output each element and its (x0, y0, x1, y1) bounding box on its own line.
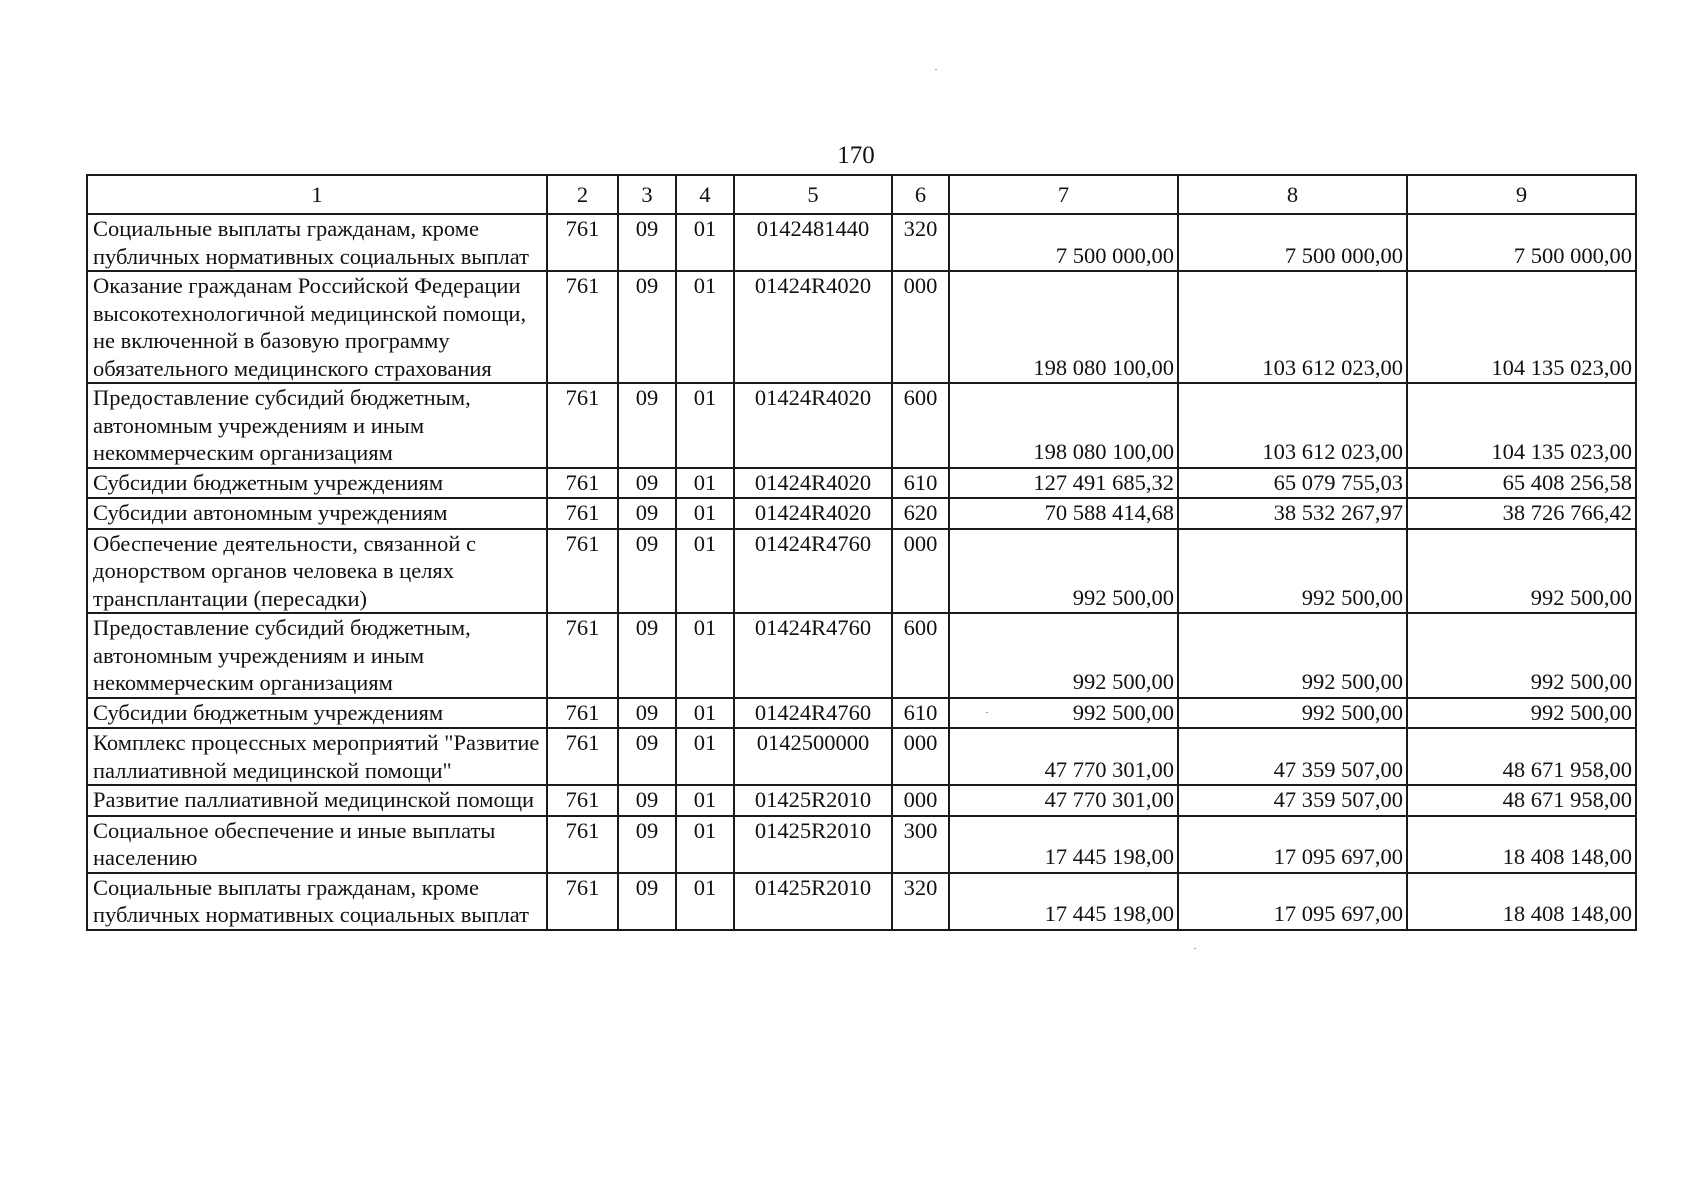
row-amount-col9: 992 500,00 (1407, 613, 1636, 698)
row-expense-type-code: 300 (892, 816, 949, 873)
row-amount-col7: 127 491 685,32 (949, 468, 1178, 499)
row-amount-col8: 17 095 697,00 (1178, 816, 1407, 873)
table-row (87, 214, 1636, 271)
row-ministry-code: 761 (547, 873, 618, 930)
row-section-code: 09 (618, 613, 676, 698)
row-amount-col8: 65 079 755,03 (1178, 468, 1407, 499)
row-amount-col9: 18 408 148,00 (1407, 816, 1636, 873)
row-amount-col8: 103 612 023,00 (1178, 383, 1407, 468)
row-target-code: 01424R4760 (734, 613, 892, 698)
row-subsection-code: 01 (676, 785, 734, 816)
row-expense-type-code: 320 (892, 214, 949, 271)
column-header-1: 1 (87, 175, 547, 214)
column-header-5: 5 (734, 175, 892, 214)
row-target-code: 01425R2010 (734, 816, 892, 873)
row-amount-col7: 47 770 301,00 (949, 785, 1178, 816)
column-header-3: 3 (618, 175, 676, 214)
row-target-code: 01424R4020 (734, 383, 892, 468)
table-row (87, 816, 1636, 873)
row-ministry-code: 761 (547, 698, 618, 729)
row-amount-col7: 198 080 100,00 (949, 271, 1178, 383)
row-amount-col9: 7 500 000,00 (1407, 214, 1636, 271)
row-section-code: 09 (618, 728, 676, 785)
row-name: Социальное обеспечение и иные выплаты населению (87, 816, 547, 873)
row-name: Предоставление субсидий бюджетным, автономным учреждениям и иным некоммерческим организациям (87, 613, 547, 698)
row-target-code: 01424R4760 (734, 529, 892, 614)
row-name: Субсидии бюджетным учреждениям (87, 698, 547, 729)
row-subsection-code: 01 (676, 529, 734, 614)
row-ministry-code: 761 (547, 529, 618, 614)
table-row (87, 698, 1636, 729)
row-amount-col7: 992 500,00 (949, 529, 1178, 614)
row-expense-type-code: 600 (892, 383, 949, 468)
row-target-code: 0142481440 (734, 214, 892, 271)
row-amount-col9: 48 671 958,00 (1407, 728, 1636, 785)
row-amount-col9: 992 500,00 (1407, 529, 1636, 614)
row-subsection-code: 01 (676, 613, 734, 698)
row-section-code: 09 (618, 816, 676, 873)
row-amount-col8: 7 500 000,00 (1178, 214, 1407, 271)
row-section-code: 09 (618, 873, 676, 930)
column-header-6: 6 (892, 175, 949, 214)
row-target-code: 01425R2010 (734, 873, 892, 930)
row-amount-col8: 47 359 507,00 (1178, 728, 1407, 785)
table-row (87, 271, 1636, 383)
row-expense-type-code: 000 (892, 728, 949, 785)
row-name: Социальные выплаты гражданам, кроме публичных нормативных социальных выплат (87, 214, 547, 271)
row-amount-col7: 17 445 198,00 (949, 873, 1178, 930)
row-expense-type-code: 620 (892, 498, 949, 529)
row-expense-type-code: 000 (892, 271, 949, 383)
row-amount-col9: 104 135 023,00 (1407, 271, 1636, 383)
row-ministry-code: 761 (547, 728, 618, 785)
scan-speck (935, 69, 937, 70)
row-amount-col8: 103 612 023,00 (1178, 271, 1407, 383)
row-subsection-code: 01 (676, 468, 734, 499)
row-amount-col7: 992 500,00 (949, 613, 1178, 698)
row-amount-col9: 48 671 958,00 (1407, 785, 1636, 816)
row-expense-type-code: 610 (892, 468, 949, 499)
row-name: Обеспечение деятельности, связанной с донорством органов человека в целях трансплантации (пересадки) (87, 529, 547, 614)
row-section-code: 09 (618, 468, 676, 499)
row-amount-col7: 992 500,00 (949, 698, 1178, 729)
row-ministry-code: 761 (547, 271, 618, 383)
table-row (87, 529, 1636, 614)
row-name: Субсидии бюджетным учреждениям (87, 468, 547, 499)
scan-speck (1194, 948, 1196, 949)
row-subsection-code: 01 (676, 271, 734, 383)
row-amount-col8: 17 095 697,00 (1178, 873, 1407, 930)
table-row (87, 498, 1636, 529)
column-header-4: 4 (676, 175, 734, 214)
column-header-2: 2 (547, 175, 618, 214)
table-row (87, 468, 1636, 499)
row-subsection-code: 01 (676, 816, 734, 873)
row-amount-col8: 992 500,00 (1178, 529, 1407, 614)
row-target-code: 0142500000 (734, 728, 892, 785)
row-section-code: 09 (618, 271, 676, 383)
row-ministry-code: 761 (547, 498, 618, 529)
table-row (87, 613, 1636, 698)
table-body (87, 214, 1636, 930)
row-amount-col7: 47 770 301,00 (949, 728, 1178, 785)
budget-table (86, 174, 1637, 931)
row-name: Социальные выплаты гражданам, кроме публичных нормативных социальных выплат (87, 873, 547, 930)
row-amount-col7: 17 445 198,00 (949, 816, 1178, 873)
row-subsection-code: 01 (676, 698, 734, 729)
row-ministry-code: 761 (547, 468, 618, 499)
row-name: Комплекс процессных мероприятий "Развитие паллиативной медицинской помощи" (87, 728, 547, 785)
table-row (87, 728, 1636, 785)
row-ministry-code: 761 (547, 613, 618, 698)
row-ministry-code: 761 (547, 383, 618, 468)
table-row (87, 873, 1636, 930)
row-ministry-code: 761 (547, 214, 618, 271)
row-section-code: 09 (618, 383, 676, 468)
row-target-code: 01424R4760 (734, 698, 892, 729)
row-amount-col9: 38 726 766,42 (1407, 498, 1636, 529)
row-subsection-code: 01 (676, 498, 734, 529)
row-target-code: 01424R4020 (734, 468, 892, 499)
row-expense-type-code: 000 (892, 529, 949, 614)
row-amount-col9: 65 408 256,58 (1407, 468, 1636, 499)
row-amount-col7: 198 080 100,00 (949, 383, 1178, 468)
row-section-code: 09 (618, 529, 676, 614)
column-header-7: 7 (949, 175, 1178, 214)
row-ministry-code: 761 (547, 816, 618, 873)
table-row (87, 383, 1636, 468)
row-amount-col7: 70 588 414,68 (949, 498, 1178, 529)
page-number: 170 (837, 142, 875, 169)
row-amount-col9: 104 135 023,00 (1407, 383, 1636, 468)
row-section-code: 09 (618, 214, 676, 271)
row-subsection-code: 01 (676, 214, 734, 271)
row-expense-type-code: 320 (892, 873, 949, 930)
row-subsection-code: 01 (676, 383, 734, 468)
row-name: Оказание гражданам Российской Федерации высокотехнологичной медицинской помощи, не включенной в базовую программу обязательного медицинского страхования (87, 271, 547, 383)
row-amount-col8: 47 359 507,00 (1178, 785, 1407, 816)
row-ministry-code: 761 (547, 785, 618, 816)
row-amount-col8: 992 500,00 (1178, 698, 1407, 729)
row-section-code: 09 (618, 498, 676, 529)
row-name: Субсидии автономным учреждениям (87, 498, 547, 529)
row-name: Предоставление субсидий бюджетным, автономным учреждениям и иным некоммерческим организациям (87, 383, 547, 468)
row-amount-col9: 18 408 148,00 (1407, 873, 1636, 930)
row-expense-type-code: 600 (892, 613, 949, 698)
row-name: Развитие паллиативной медицинской помощи (87, 785, 547, 816)
row-section-code: 09 (618, 698, 676, 729)
row-expense-type-code: 610 (892, 698, 949, 729)
row-amount-col8: 38 532 267,97 (1178, 498, 1407, 529)
row-expense-type-code: 000 (892, 785, 949, 816)
row-amount-col8: 992 500,00 (1178, 613, 1407, 698)
row-amount-col9: 992 500,00 (1407, 698, 1636, 729)
row-target-code: 01424R4020 (734, 498, 892, 529)
row-amount-col7: 7 500 000,00 (949, 214, 1178, 271)
column-header-8: 8 (1178, 175, 1407, 214)
row-section-code: 09 (618, 785, 676, 816)
row-subsection-code: 01 (676, 873, 734, 930)
table-header-row (87, 175, 1636, 214)
row-subsection-code: 01 (676, 728, 734, 785)
column-header-9: 9 (1407, 175, 1636, 214)
row-target-code: 01424R4020 (734, 271, 892, 383)
row-target-code: 01425R2010 (734, 785, 892, 816)
table-row (87, 785, 1636, 816)
